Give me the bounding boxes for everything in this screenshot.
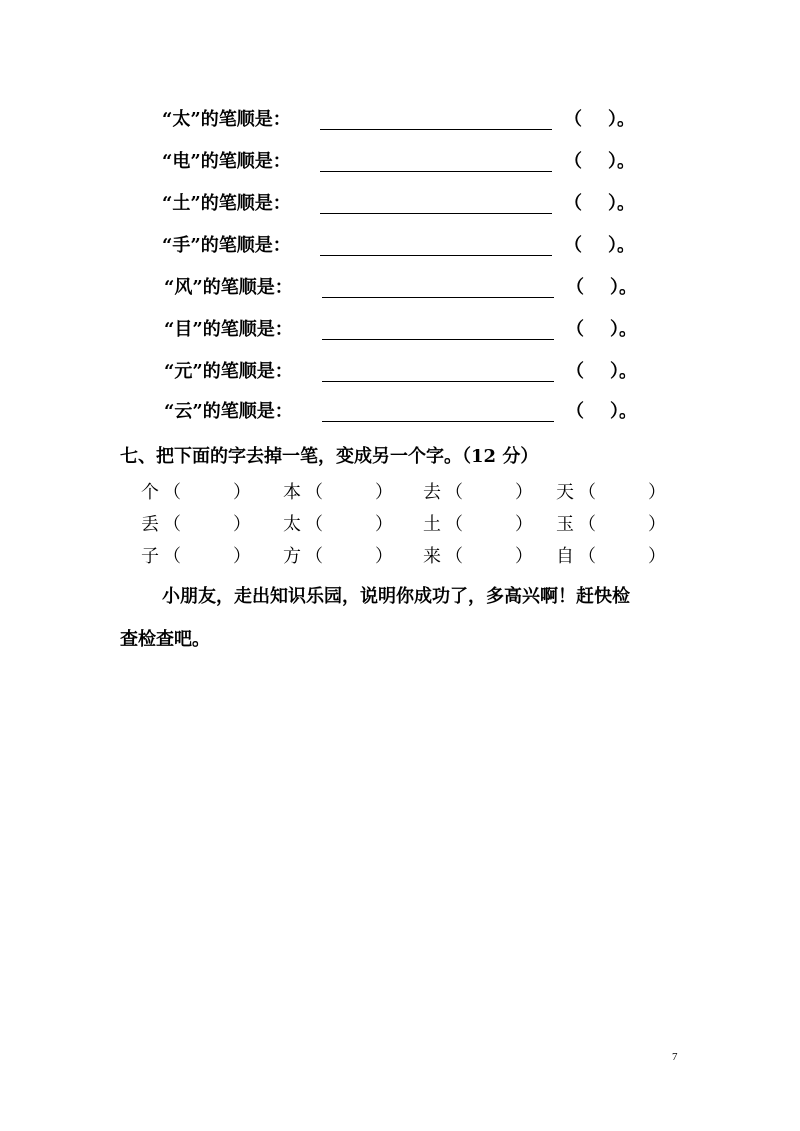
- closing-line-2: 查检查吧。: [120, 629, 210, 650]
- answer-paren[interactable]: ）: [375, 482, 393, 503]
- answer-paren[interactable]: ）: [515, 514, 533, 535]
- stroke-row: “电”的笔顺是： （ ）。: [162, 151, 635, 172]
- stroke-row-label: “目”的笔顺是：: [164, 319, 293, 340]
- answer-paren[interactable]: ）: [375, 546, 393, 567]
- answer-blank-line[interactable]: [322, 381, 554, 382]
- stroke-row-label: “风”的笔顺是：: [164, 277, 293, 298]
- answer-paren[interactable]: ）: [233, 514, 251, 535]
- answer-blank-line[interactable]: [320, 255, 552, 256]
- stroke-row: “元”的笔顺是： （ ）。: [164, 361, 637, 382]
- answer-paren[interactable]: ）: [648, 514, 666, 535]
- stroke-row-label: “云”的笔顺是：: [164, 401, 293, 422]
- stroke-row-label: “手”的笔顺是：: [162, 235, 291, 256]
- answer-blank-line[interactable]: [322, 297, 554, 298]
- answer-blank-line[interactable]: [320, 171, 552, 172]
- stroke-row: “太”的笔顺是： （ ）。: [162, 109, 635, 130]
- stroke-row-label: “元”的笔顺是：: [164, 361, 293, 382]
- answer-blank-line[interactable]: [322, 421, 554, 422]
- stroke-row: “风”的笔顺是： （ ）。: [164, 277, 637, 298]
- stroke-row-label: “土”的笔顺是：: [162, 193, 291, 214]
- stroke-row: “土”的笔顺是： （ ）。: [162, 193, 635, 214]
- stroke-row: “手”的笔顺是： （ ）。: [162, 235, 635, 256]
- answer-blank-line[interactable]: [320, 129, 552, 130]
- answer-paren[interactable]: ）: [648, 482, 666, 503]
- answer-paren[interactable]: ）: [233, 546, 251, 567]
- stroke-row-label: “电”的笔顺是：: [162, 151, 291, 172]
- page-number: 7: [672, 1051, 678, 1063]
- answer-blank-line[interactable]: [320, 213, 552, 214]
- closing-line-1: 小朋友，走出知识乐园，说明你成功了，多高兴啊！赶快检: [162, 586, 630, 607]
- stroke-row-label: “太”的笔顺是：: [162, 109, 291, 130]
- stroke-row: “云”的笔顺是： （ ）。: [164, 401, 637, 422]
- answer-paren[interactable]: ）: [515, 546, 533, 567]
- answer-paren[interactable]: ）: [648, 546, 666, 567]
- answer-paren[interactable]: ）: [233, 482, 251, 503]
- section-7-title: 七、把下面的字去掉一笔，变成另一个字。（12 分）: [120, 446, 539, 467]
- answer-paren[interactable]: ）: [515, 482, 533, 503]
- answer-blank-line[interactable]: [322, 339, 554, 340]
- stroke-row: “目”的笔顺是： （ ）。: [164, 319, 637, 340]
- answer-paren[interactable]: ）: [375, 514, 393, 535]
